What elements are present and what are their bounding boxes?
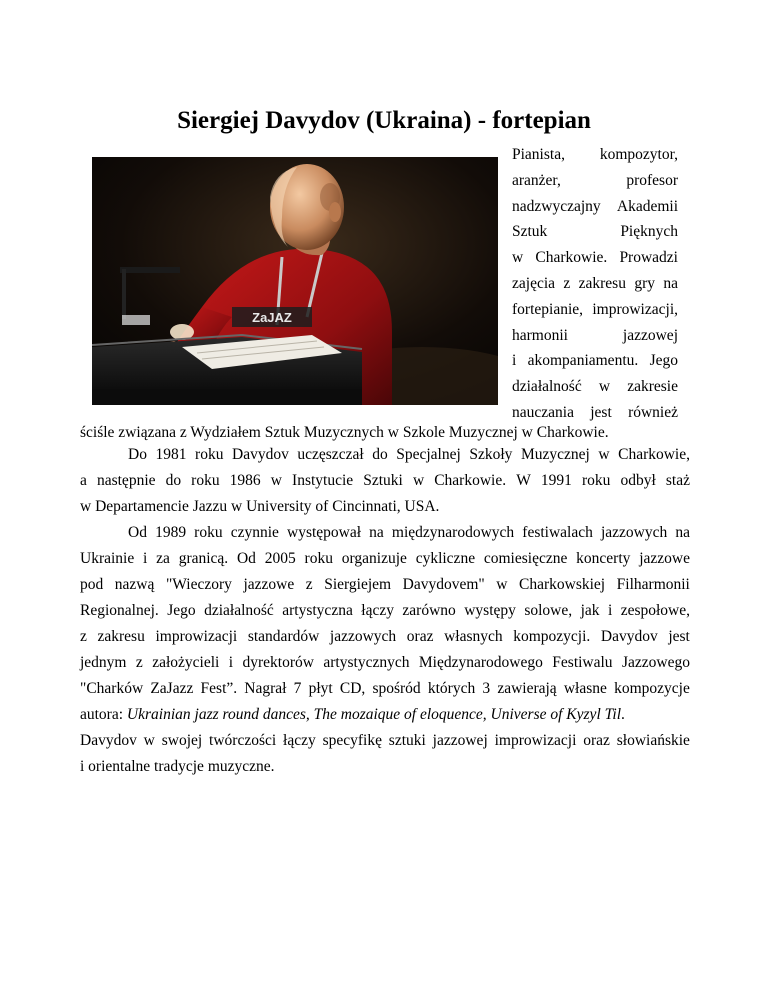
word: roku — [581, 472, 611, 489]
paragraph-line: i orientalne tradycje muzyczne. — [80, 758, 275, 775]
word: Od — [128, 524, 147, 541]
paragraph-line — [80, 679, 690, 699]
word: do — [372, 446, 388, 463]
word: dyrektorów — [242, 654, 314, 671]
word: jest — [590, 404, 612, 421]
paragraph-line: w Departamencie Jazzu w University of Cincinnati, USA. — [80, 498, 440, 515]
word: w — [512, 249, 524, 266]
word: zarówno — [402, 602, 456, 619]
intro-line — [512, 274, 678, 294]
word: zakresu — [97, 628, 145, 645]
word: nauczania — [512, 404, 574, 421]
word: 1989 — [155, 524, 187, 541]
word: Nagrał — [244, 680, 287, 697]
intro-line — [512, 248, 678, 268]
word: w — [598, 446, 610, 463]
word: jazzowej — [432, 732, 488, 749]
word: specyfikę — [322, 732, 382, 749]
word: własnych — [444, 628, 503, 645]
word: w — [270, 472, 282, 489]
word: Regionalnej. — [80, 602, 159, 619]
word: Davydov — [232, 446, 289, 463]
word: Do — [128, 446, 147, 463]
word: artystycznych — [323, 654, 410, 671]
word: Prowadzi — [619, 249, 678, 266]
word: Charkowie. — [434, 472, 507, 489]
word: roku — [194, 524, 223, 541]
word: Jazzowego — [621, 654, 690, 671]
word: słowiańskie — [616, 732, 690, 749]
word: jazzowych — [600, 524, 668, 541]
intro-line — [512, 145, 678, 165]
word: jazzowych — [329, 628, 397, 645]
word: i — [228, 654, 234, 671]
word: nadzwyczajny — [512, 198, 601, 215]
word: 1991 — [540, 472, 572, 489]
paragraph-line — [80, 731, 690, 751]
word: na — [663, 275, 678, 292]
word: Szkoły — [469, 446, 513, 463]
word: występy — [464, 602, 516, 619]
word: solowe, — [524, 602, 573, 619]
word: akompaniamentu. — [527, 352, 639, 369]
word: Ukrainie — [80, 550, 135, 567]
pianist-photo — [92, 157, 498, 405]
word: Muzycznej — [520, 446, 590, 463]
word: Siergiejem — [324, 576, 392, 593]
shirt-print-text: ZaJAZ — [252, 310, 292, 325]
word: występował — [287, 524, 362, 541]
word: standardów — [247, 628, 320, 645]
intro-line — [512, 377, 678, 397]
word: aranżer, — [512, 172, 561, 189]
word: roku — [304, 550, 333, 567]
word: z — [135, 654, 143, 671]
page-title: Siergiej Davydov (Ukraina) - fortepian — [177, 107, 591, 134]
word: uczęszczał — [297, 446, 364, 463]
word: staż — [665, 472, 690, 489]
word: a — [80, 472, 87, 489]
word: jest — [668, 628, 690, 645]
word: kompozycji. — [513, 628, 591, 645]
intro-line — [512, 300, 678, 320]
word: z — [305, 576, 313, 593]
word: comiesięczne — [483, 550, 568, 567]
word: "Wieczory — [165, 576, 232, 593]
word: zakresie — [627, 378, 678, 395]
word: roku — [195, 446, 224, 463]
word: zakresu — [578, 275, 626, 292]
word: Fest”. — [200, 680, 238, 697]
word: działalność — [204, 602, 274, 619]
intro-line — [512, 197, 678, 217]
paragraph-line — [128, 445, 690, 465]
word: w — [496, 576, 508, 593]
word: improwizacji, — [592, 301, 678, 318]
word: gry — [634, 275, 655, 292]
word: festiwalach — [522, 524, 593, 541]
word: Festiwalu — [552, 654, 613, 671]
word: oraz — [406, 628, 434, 645]
intro-line — [512, 403, 678, 423]
word: na — [675, 524, 690, 541]
word: profesor — [626, 172, 678, 189]
word: 2005 — [264, 550, 296, 567]
word: w — [143, 732, 155, 749]
word: międzynarodowych — [391, 524, 515, 541]
word: cykliczne — [415, 550, 476, 567]
word: artystyczna — [282, 602, 353, 619]
paragraph-line — [80, 549, 690, 569]
word: płyt — [308, 680, 333, 697]
word: harmonii — [512, 327, 568, 344]
word: odbył — [620, 472, 656, 489]
paragraph-line — [80, 653, 690, 673]
word: Filharmonii — [616, 576, 690, 593]
word: Davydovem" — [402, 576, 485, 593]
word: Charkowskiej — [519, 576, 606, 593]
word: Międzynarodowego — [418, 654, 543, 671]
word: swojej — [161, 732, 203, 749]
word: 1986 — [229, 472, 261, 489]
line-prefix: autora: — [80, 706, 127, 723]
word: w — [412, 472, 425, 489]
word: jazzowe — [639, 550, 690, 567]
word: Charkowie. — [535, 249, 608, 266]
word: spośród — [372, 680, 421, 697]
word: Sztuki — [363, 472, 403, 489]
word: których — [427, 680, 476, 697]
word: Sztuk — [512, 223, 548, 240]
intro-continuation-line: ściśle związana z Wydziałem Sztuk Muzycznych w Szkole Muzycznej w Charkowie. — [80, 424, 609, 441]
word: Instytucie — [292, 472, 354, 489]
word: organizuje — [341, 550, 407, 567]
word: czynnie — [230, 524, 279, 541]
word: jazzowe — [243, 576, 295, 593]
word: improwizacji — [494, 732, 577, 749]
word: koncerty — [576, 550, 631, 567]
paragraph-line — [80, 471, 690, 491]
word: Specjalnej — [396, 446, 461, 463]
word: twórczości — [209, 732, 277, 749]
album-titles: Ukrainian jazz round dances, The mozaique of eloquence, Universe of Kyzyl Til — [126, 706, 621, 723]
paragraph-line — [128, 523, 690, 543]
word: CD, — [339, 680, 366, 697]
word: improwizacji — [155, 628, 238, 645]
word: zawierają — [497, 680, 557, 697]
word: ZaJazz — [150, 680, 194, 697]
word: do — [165, 472, 182, 489]
word: i — [143, 550, 148, 567]
intro-line — [512, 326, 678, 346]
word: również — [628, 404, 678, 421]
word: działalność — [512, 378, 582, 395]
word: na — [369, 524, 384, 541]
word: łączy — [361, 602, 394, 619]
word: zespołowe, — [620, 602, 690, 619]
word: jazzowej — [622, 327, 678, 344]
word: granicą. — [178, 550, 229, 567]
paragraph-line — [80, 627, 690, 647]
word: Jego — [649, 352, 678, 369]
word: własne — [563, 680, 607, 697]
word: następnie — [96, 472, 156, 489]
word: w — [598, 378, 611, 395]
word: Od — [236, 550, 256, 567]
word: 3 — [482, 680, 491, 697]
word: założycieli — [152, 654, 220, 671]
word: zajęcia — [512, 275, 556, 292]
word: Pianista, — [512, 146, 565, 163]
word: łączy — [283, 732, 316, 749]
word: Pięknych — [620, 223, 678, 240]
word: "Charków — [80, 680, 144, 697]
word: kompozytor, — [599, 146, 678, 163]
word: Davydov — [80, 732, 137, 749]
word: z — [563, 275, 571, 292]
word: kompozycje — [614, 680, 690, 697]
word: sztuki — [388, 732, 426, 749]
word: 7 — [293, 680, 302, 697]
word: Akademii — [616, 198, 678, 215]
intro-line — [512, 222, 678, 242]
paragraph-line — [80, 601, 690, 621]
word: oraz — [583, 732, 610, 749]
word: pod — [80, 576, 104, 593]
intro-line — [512, 351, 678, 371]
paragraph-line — [80, 705, 690, 725]
word: W — [516, 472, 531, 489]
word: Jego — [167, 602, 196, 619]
word: 1981 — [155, 446, 187, 463]
word: za — [156, 550, 170, 567]
paragraph-line — [80, 575, 690, 595]
word: z — [80, 628, 87, 645]
word: i — [512, 352, 517, 369]
line-suffix: . — [621, 706, 625, 723]
word: jak — [580, 602, 600, 619]
word: i — [607, 602, 613, 619]
word: Charkowie, — [618, 446, 690, 463]
intro-line — [512, 171, 678, 191]
word: nazwą — [114, 576, 155, 593]
word: jednym — [80, 654, 127, 671]
word: fortepianie, — [512, 301, 584, 318]
word: Davydov — [600, 628, 658, 645]
word: roku — [191, 472, 220, 489]
